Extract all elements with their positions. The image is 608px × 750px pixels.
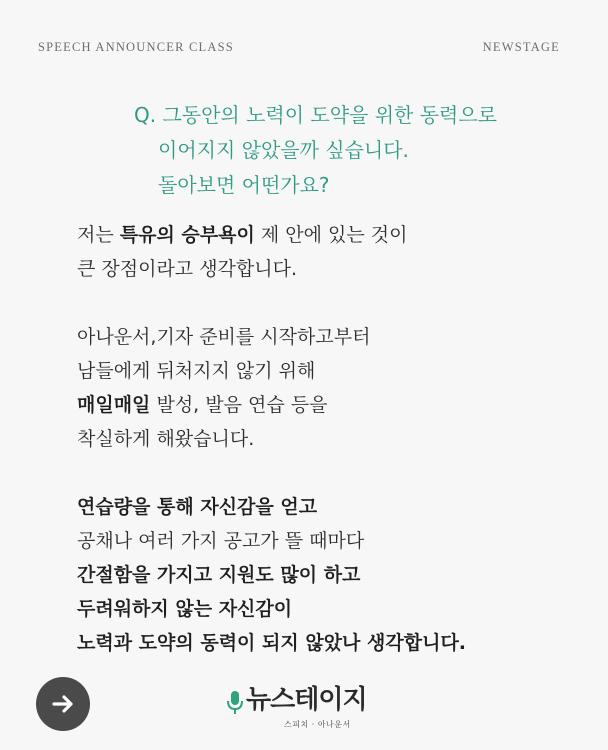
question-line-1: Q. 그동안의 노력이 도약을 위한 동력으로: [134, 103, 498, 127]
brand-class-label: SPEECH ANNOUNCER CLASS: [38, 40, 234, 54]
answer-body: [77, 218, 466, 660]
answer-line: [77, 218, 466, 252]
logo-wordmark: 뉴스테이지: [246, 685, 367, 715]
answer-line: 아나운서,기자 준비를 시작하고부터: [77, 326, 371, 348]
answer-line: [77, 388, 466, 422]
answer-emphasis: 매일매일: [77, 394, 151, 416]
answer-text: 저는: [77, 224, 120, 246]
answer-line: 간절함을 가지고 지원도 많이 하고: [77, 564, 361, 586]
answer-line: 연습량을 통해 자신감을 얻고: [77, 496, 318, 518]
answer-emphasis: 특유의 승부욕이: [119, 224, 255, 246]
arrow-right-icon: [50, 691, 76, 717]
question-line-2: 이어지지 않았을까 싶습니다.: [158, 138, 409, 162]
answer-line: 남들에게 뒤처지지 않기 위해: [77, 360, 316, 382]
answer-text: 발성, 발음 연습 등을: [150, 394, 328, 416]
next-button[interactable]: [36, 677, 90, 731]
answer-line: 착실하게 해왔습니다.: [77, 428, 255, 450]
newstage-logo: [226, 684, 376, 736]
answer-line: 공채나 여러 가지 공고가 뜰 때마다: [77, 530, 365, 552]
answer-text: 제 안에 있는 것이: [254, 224, 408, 246]
brand-name-label: NEWSTAGE: [482, 40, 560, 54]
question-block: [134, 98, 497, 203]
answer-line: 두려워하지 않는 자신감이: [77, 598, 293, 620]
question-line-3: 돌아보면 어떤가요?: [158, 173, 330, 197]
answer-line: 큰 장점이라고 생각합니다.: [77, 258, 298, 280]
answer-line: 노력과 도약의 동력이 되지 않았나 생각합니다.: [77, 632, 467, 654]
microphone-icon: [226, 690, 244, 716]
logo-subtitle: 스피치 · 아나운서: [284, 720, 351, 729]
